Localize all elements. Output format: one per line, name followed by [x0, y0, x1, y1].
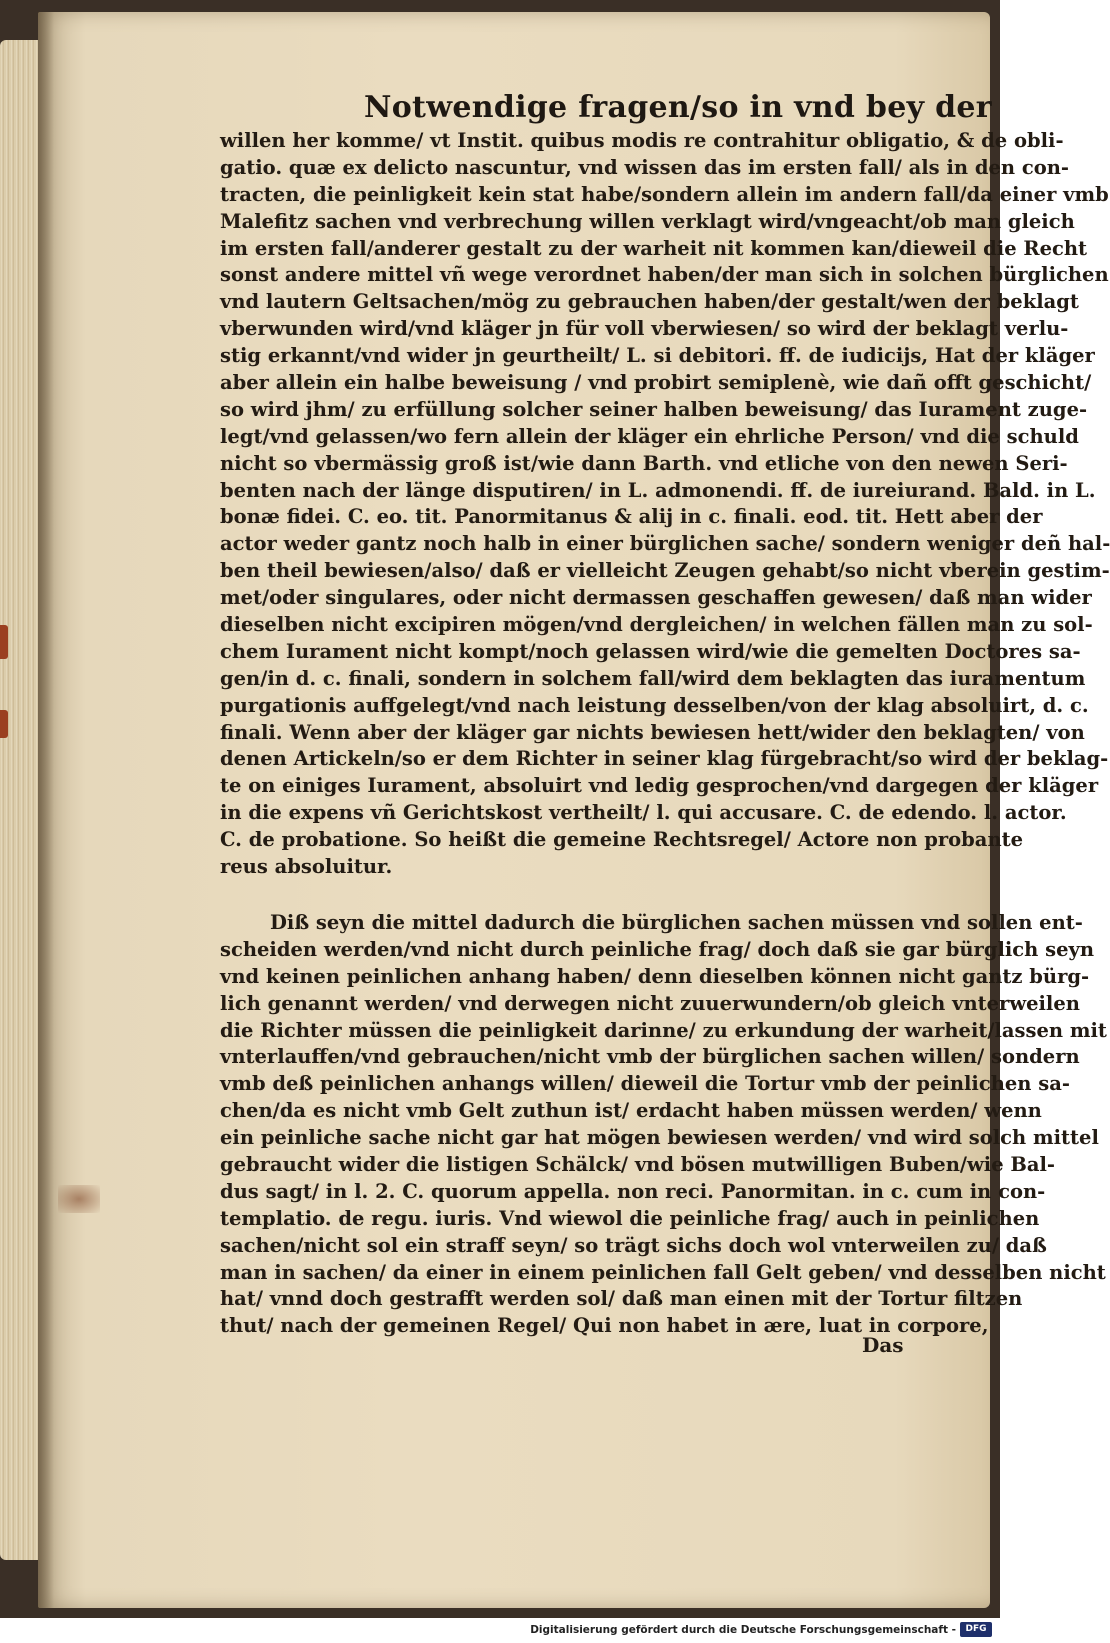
text-line: gen/in d. c. finali, sondern in solchem fall/wird dem beklagten das iuramentum [220, 666, 1086, 690]
text-line: chen/da es nicht vmb Gelt zuthun ist/ erdacht haben müssen werden/ wenn [220, 1099, 1042, 1123]
text-line: scheiden werden/vnd nicht durch peinliche frag/ doch daß sie gar bürglich seyn [220, 937, 1095, 961]
text-line: gatio. quæ ex delicto nascuntur, vnd wissen das im ersten fall/ als in den con- [220, 155, 1069, 179]
text-line: templatio. de regu. iuris. Vnd wiewol die peinliche frag/ auch in peinlichen [220, 1206, 1040, 1230]
bookmark-tab [0, 710, 8, 738]
text-line: vnterlauffen/vnd gebrauchen/nicht vmb der bürglichen sachen willen/ sondern [220, 1045, 1080, 1069]
catchword: Das [862, 1333, 904, 1357]
text-line: tracten, die peinligkeit kein stat habe/sondern allein im andern fall/da einer vmb [220, 182, 1109, 206]
text-line: ein peinliche sache nicht gar hat mögen bewiesen werden/ vnd wird solch mittel [220, 1126, 1099, 1150]
text-line: legt/vnd gelassen/wo fern allein der kläger ein ehrliche Person/ vnd die schuld [220, 424, 1079, 448]
dfg-logo: DFG [960, 1622, 992, 1637]
text-line: aber allein ein halbe beweisung / vnd probirt semiplenè, wie dañ offt geschicht/ [220, 371, 1092, 395]
text-line: die Richter müssen die peinligkeit darinne/ zu erkundung der warheit/lassen mit [220, 1018, 1107, 1042]
text-line: met/oder singulares, oder nicht dermassen geschaffen gewesen/ daß man wider [220, 586, 1092, 610]
funding-notice: Digitalisierung gefördert durch die Deutsche Forschungsgemeinschaft - [530, 1624, 956, 1636]
text-line: purgationis auffgelegt/vnd nach leistung desselben/von der klag absoluirt, d. c. [220, 693, 1089, 717]
text-line: willen her komme/ vt Instit. quibus modis re contrahitur obligatio, & de obli- [220, 129, 1064, 152]
text-line: denen Artickeln/so er dem Richter in seiner klag fürgebracht/so wird der beklag- [220, 747, 1109, 771]
text-line: gebraucht wider die listigen Schälck/ vnd bösen mutwilligen Buben/wie Bal- [220, 1153, 1056, 1177]
text-line: C. de probatione. So heißt die gemeine Rechtsregel/ Actore non probante [220, 828, 1024, 852]
text-line: finali. Wenn aber der kläger gar nichts bewiesen hett/wider den beklagten/ von [220, 720, 1085, 744]
text-line: im ersten fall/anderer gestalt zu der warheit nit kommen kan/dieweil die Recht [220, 236, 1088, 260]
text-line: bonæ fidei. C. eo. tit. Panormitanus & alij in c. finali. eod. tit. Hett aber der [220, 505, 1043, 529]
text-line: dieselben nicht excipiren mögen/vnd dergleichen/ in welchen fällen man zu sol- [220, 613, 1093, 637]
text-line: benten nach der länge disputiren/ in L. admonendi. ff. de iureiurand. Bald. in L. [220, 478, 1096, 502]
text-line: te on einiges Iurament, absoluirt vnd ledig gesprochen/vnd dargegen der kläger [220, 774, 1099, 798]
text-line: vnd lautern Geltsachen/mög zu gebrauchen haben/der gestalt/wen der beklagt [220, 290, 1079, 314]
text-line: thut/ nach der gemeinen Regel/ Qui non habet in ære, luat in corpore, [220, 1314, 989, 1338]
text-line: vberwunden wird/vnd kläger jn für voll vberwiesen/ so wird der beklagt verlu- [220, 317, 1069, 341]
text-line: Malefitz sachen vnd verbrechung willen verklagt wird/vngeacht/ob man gleich [220, 209, 1075, 233]
text-line: actor weder gantz noch halb in einer bürglichen sache/ sondern weniger deñ hal- [220, 532, 1110, 556]
text-line: Diß seyn die mittel dadurch die bürglichen sachen müssen vnd sollen ent- [270, 911, 1083, 934]
text-line: nicht so vbermässig groß ist/wie dann Barth. vnd etliche von den newen Seri- [220, 451, 1068, 475]
text-line: sonst andere mittel vñ wege verordnet haben/der man sich in solchen bürglichen [220, 263, 1109, 287]
text-line: ben theil bewiesen/also/ daß er vielleicht Zeugen gehabt/so nicht vberein gestim- [220, 559, 1110, 583]
text-line: dus sagt/ in l. 2. C. quorum appella. non reci. Panormitan. in c. cum in con- [220, 1179, 1046, 1203]
text-line: sachen/nicht sol ein straff seyn/ so trägt sichs doch wol vnterweilen zu/ daß [220, 1233, 1047, 1257]
book-page-edges [0, 40, 42, 1560]
text-line: hat/ vnnd doch gestrafft werden sol/ daß man einen mit der Tortur filtzen [220, 1287, 1023, 1311]
text-line: man in sachen/ da einer in einem peinlichen fall Gelt geben/ vnd desselben nicht [220, 1260, 1106, 1284]
paragraph-1 [220, 128, 1110, 881]
running-head: Notwendige fragen/so in vnd bey der [364, 90, 992, 125]
text-line: lich genannt werden/ vnd derwegen nicht zuuerwundern/ob gleich vnterweilen [220, 991, 1080, 1015]
text-line: so wird jhm/ zu erfüllung solcher seiner halben beweisung/ das Iurament zuge- [220, 397, 1088, 421]
text-line: chem Iurament nicht kompt/noch gelassen wird/wie die gemelten Doctores sa- [220, 639, 1081, 663]
text-line: in die expens vñ Gerichtskost vertheilt/ l. qui accusare. C. de edendo. l. actor. [220, 801, 1067, 825]
bookmark-tab [0, 625, 8, 659]
ink-stain [58, 1185, 100, 1213]
gutter-shadow [38, 12, 54, 1608]
text-line: vmb deß peinlichen anhangs willen/ dieweil die Tortur vmb der peinlichen sa- [220, 1072, 1070, 1096]
text-line: vnd keinen peinlichen anhang haben/ denn dieselben können nicht gantz bürg- [220, 964, 1090, 988]
text-line: reus absoluitur. [220, 855, 393, 879]
text-line: stig erkannt/vnd wider jn geurtheilt/ L. si debitori. ff. de iudicijs, Hat der kläger [220, 344, 1095, 368]
paragraph-2 [220, 910, 1107, 1340]
